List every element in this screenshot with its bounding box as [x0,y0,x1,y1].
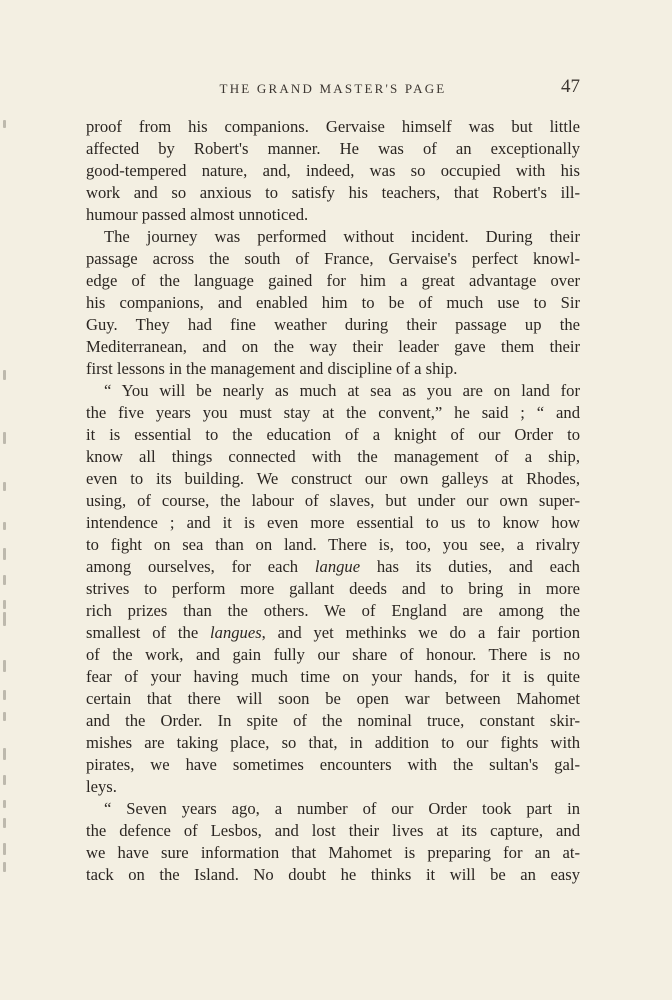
text-line: strives to perform more gallant deeds and to bring in more [86,579,580,598]
running-head: THE GRAND MASTER'S PAGE [219,81,447,96]
text-line: it is essential to the education of a knight of our Order to [86,425,580,444]
gutter-mark [3,600,6,609]
gutter-mark [3,660,6,672]
text-line: of the work, and gain fully our share of honour. There is no [86,645,580,664]
gutter-mark [3,612,6,626]
text-line: Guy. They had fine weather during their passage up the [86,315,580,334]
text-line: tack on the Island. No doubt he thinks it will be an easy [86,865,580,884]
gutter-mark [3,843,6,855]
gutter-mark [3,748,6,760]
gutter-mark [3,482,6,491]
gutter-mark [3,800,6,808]
gutter-mark [3,120,6,128]
text-line: smallest of the langues, and yet methinks we do a fair portion [86,623,580,642]
page-header [86,78,580,100]
text-line: proof from his companions. Gervaise himself was but little [86,117,580,136]
text-line: even to its building. We construct our own galleys at Rhodes, [86,469,580,488]
gutter-mark [3,690,6,700]
text-line: mishes are taking place, so that, in addition to our fights with [86,733,580,752]
gutter-mark [3,522,6,530]
gutter-mark [3,862,6,872]
text-line: know all things connected with the management of a ship, [86,447,580,466]
text-line: we have sure information that Mahomet is preparing for an at- [86,843,580,862]
text-line: “ You will be nearly as much at sea as you are on land for [104,381,580,400]
gutter-mark [3,548,6,560]
text-line: passage across the south of France, Gervaise's perfect knowl- [86,249,580,268]
text-line: among ourselves, for each langue has its duties, and each [86,557,580,576]
text-line: the five years you must stay at the convent,” he said ; “ and [86,403,580,422]
text-line: leys. [86,777,117,796]
text-line: certain that there will soon be open war between Mahomet [86,689,580,708]
gutter-mark [3,575,6,585]
text-line: first lessons in the management and discipline of a ship. [86,359,458,378]
text-line: edge of the language gained for him a great advantage over [86,271,580,290]
text-line: affected by Robert's manner. He was of an exceptionally [86,139,580,158]
text-line: pirates, we have sometimes encounters with the sultan's gal- [86,755,580,774]
text-line: to fight on sea than on land. There is, too, you see, a rivalry [86,535,580,554]
gutter-mark [3,818,6,828]
gutter-mark [3,712,6,721]
text-line: Mediterranean, and on the way their leader gave them their [86,337,580,356]
text-line: work and so anxious to satisfy his teachers, that Robert's ill- [86,183,580,202]
text-line: good-tempered nature, and, indeed, was so occupied with his [86,161,580,180]
gutter-mark [3,432,6,444]
text-line: fear of your having much time on your hands, for it is quite [86,667,580,686]
text-line: using, of course, the labour of slaves, but under our own super- [86,491,580,510]
text-line: and the Order. In spite of the nominal truce, constant skir- [86,711,580,730]
text-line: his companions, and enabled him to be of much use to Sir [86,293,580,312]
body-text [86,116,580,886]
text-line: the defence of Lesbos, and lost their lives at its capture, and [86,821,580,840]
text-line: humour passed almost unnoticed. [86,205,309,224]
gutter-mark [3,775,6,785]
text-line: “ Seven years ago, a number of our Order took part in [104,799,580,818]
text-line: rich prizes than the others. We of England are among the [86,601,580,620]
text-line: The journey was performed without incident. During their [104,227,580,246]
gutter-mark [3,370,6,380]
gutter-marks [0,0,14,1000]
text-line: intendence ; and it is even more essential to us to know how [86,513,580,532]
page-number: 47 [561,76,580,97]
